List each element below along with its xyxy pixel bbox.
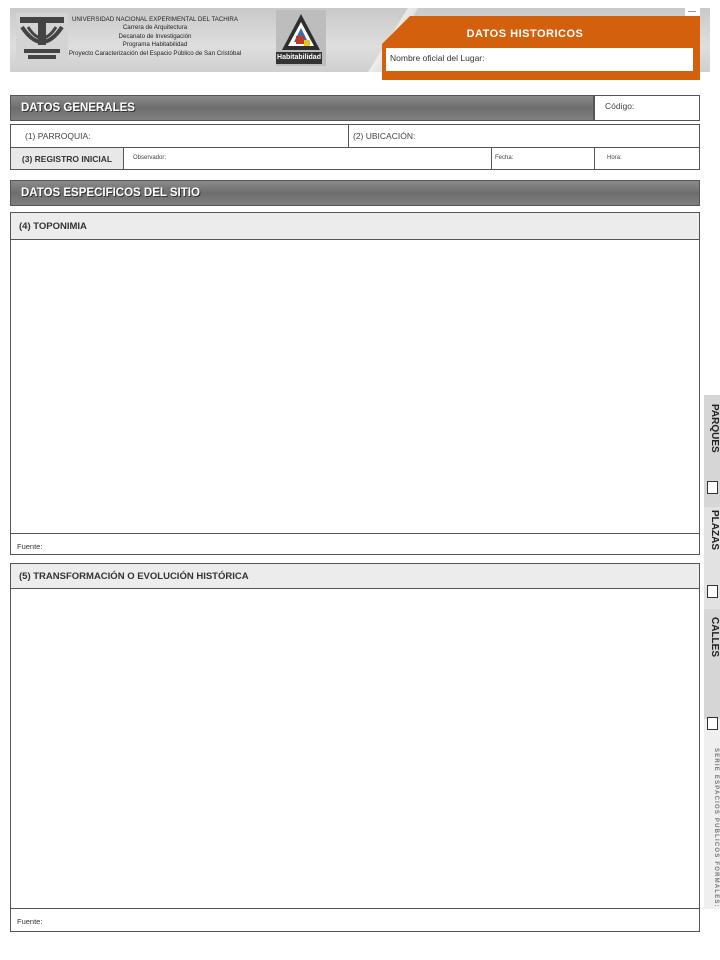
parques-label: PARQUES [709, 404, 720, 453]
code-label: Código: [605, 101, 635, 111]
toponimia-label: (4) TOPONIMIA [19, 220, 87, 232]
transformacion-fuente-field[interactable] [11, 909, 699, 931]
transformacion-header [10, 563, 700, 589]
code-field[interactable] [594, 95, 700, 121]
parroquia-field[interactable] [11, 125, 348, 147]
university-line-2: Carrera de Arquitectura [122, 24, 188, 32]
plazas-label: PLAZAS [709, 510, 720, 550]
habitabilidad-logo-text: Habitabilidad [276, 52, 322, 64]
fecha-label: Fecha: [495, 155, 514, 161]
plazas-checkbox[interactable] [707, 585, 718, 598]
header-corner-tab [685, 8, 700, 16]
university-line-3: Decanato de Investigación [118, 32, 192, 40]
toponimia-fuente-field[interactable] [11, 534, 699, 554]
document-header [10, 8, 700, 88]
transformacion-textarea[interactable] [11, 589, 699, 908]
specific-data-title: DATOS ESPECIFICOS DEL SITIO [21, 187, 200, 199]
university-text [50, 16, 260, 58]
observador-label: Observador: [133, 155, 167, 161]
calles-label: CALLES [709, 617, 720, 657]
hora-label: Hora: [607, 155, 622, 161]
university-line-5: Proyecto Caracterización del Espacio Público de San Cristóbal [68, 49, 242, 57]
registro-label: (3) REGISTRO INICIAL [11, 148, 124, 169]
observador-field[interactable] [125, 148, 491, 169]
hora-field[interactable] [595, 148, 699, 169]
series-label: SERIE ESPACIOS PÚBLICOS FORMALES: [713, 748, 719, 908]
ubicacion-label: (2) UBICACIÓN: [353, 131, 416, 141]
toponimia-header [10, 212, 700, 240]
general-data-title: DATOS GENERALES [21, 102, 135, 114]
registro-row [10, 147, 700, 170]
toponimia-textarea[interactable] [11, 240, 699, 533]
ubicacion-field[interactable] [349, 125, 699, 147]
parques-checkbox[interactable] [707, 481, 718, 494]
official-name-field[interactable] [386, 48, 693, 71]
parroquia-label: (1) PARROQUIA: [25, 131, 91, 141]
specific-data-bar [10, 180, 700, 206]
university-line-4: Programa Habitabilidad [122, 41, 188, 49]
parroquia-ubicacion-row [10, 124, 700, 148]
general-data-bar [10, 95, 594, 121]
page-title: DATOS HISTORICOS [466, 28, 584, 40]
official-name-label: Nombre oficial del Lugar: [390, 53, 485, 63]
transformacion-fuente-label: Fuente: [17, 917, 43, 926]
university-line-1: UNIVERSIDAD NACIONAL EXPERIMENTAL DEL TACHIRA [71, 16, 239, 23]
calles-checkbox[interactable] [707, 717, 718, 730]
header-corner-line [688, 11, 696, 12]
toponimia-fuente-label: Fuente: [17, 542, 43, 551]
transformacion-label: (5) TRANSFORMACIÓN O EVOLUCIÓN HISTÓRICA [19, 570, 249, 582]
fecha-field[interactable] [492, 148, 594, 169]
